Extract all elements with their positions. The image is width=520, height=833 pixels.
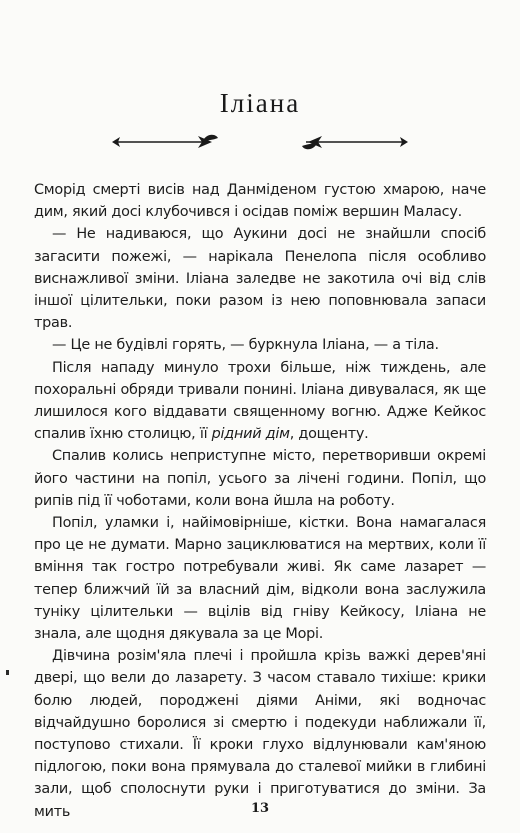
- paragraph-text: — Це не будівлі горять, — буркнула Іліана, — а тіла.: [52, 337, 439, 354]
- margin-mark: [6, 670, 9, 675]
- paragraph-text: Після нападу минуло трохи більше, ніж тиждень, але похоральні обряди тривали понині. Іліана дивувалася, як ще лишилося кого віддавати священному вогню. Адже Кейкос спалив їхню столицю, її: [34, 359, 486, 443]
- paragraph: [34, 512, 486, 645]
- paragraph-text: Дівчина розім'яла плечі і пройшла крізь важкі дерев'яні двері, що вели до лазарету. З часом ставало тихіше: крики болю людей, породжені діями Аніми, які водночас відчайдушно боролися зі смертю і подекуди наближали її, поступово стихали. Її кроки глухо відлунювали кам'яною підлогою, поки вона прямувала до сталевої мийки в глибині зали, щоб сполоснути руки і приготуватися до зміни. За мить: [34, 648, 486, 820]
- arrow-divider-ornament-icon: [110, 128, 410, 156]
- paragraph-text: Спалив колись неприступне місто, перетворивши окремі його частини на попіл, усього за лічені години. Попіл, що рипів під її чоботами, коли вона йшла на роботу.: [34, 448, 486, 509]
- page-number: 13: [250, 801, 270, 816]
- paragraph-text: — Не надиваюся, що Аукини досі не знайшли спосіб загасити пожежі, — нарікала Пенелопа після особливо виснажливої зміни. Іліана заледве не закотила очі від слів іншої цілительки, поки разом із нею поповнювала запаси трав.: [34, 226, 486, 332]
- paragraph: [34, 645, 486, 823]
- paragraph: [34, 179, 486, 223]
- chapter-body-text: [34, 179, 486, 823]
- italic-phrase: рідний дім: [211, 426, 290, 443]
- paragraph-text: Попіл, уламки і, найімовірніше, кістки. Вона намагалася про це не думати. Марно зациклюватися на мертвих, коли її вміння так гостро потребували живі. Як саме лазарет — тепер ближчий їй за власний дім, відколи вона заслужила туніку цілительки — вцілів від гніву Кейкосу, Іліана не знала, але щодня дякувала за це Морі.: [34, 515, 486, 643]
- paragraph: [34, 334, 486, 356]
- paragraph-text: , дощенту.: [289, 426, 369, 443]
- paragraph: [34, 445, 486, 512]
- chapter-title: Іліана: [219, 88, 301, 118]
- paragraph: [34, 223, 486, 334]
- paragraph-text: Сморід смерті висів над Данміденом густою хмарою, наче дим, який досі клубочився і осідав поміж вершин Маласу.: [34, 182, 486, 221]
- paragraph: [34, 357, 486, 446]
